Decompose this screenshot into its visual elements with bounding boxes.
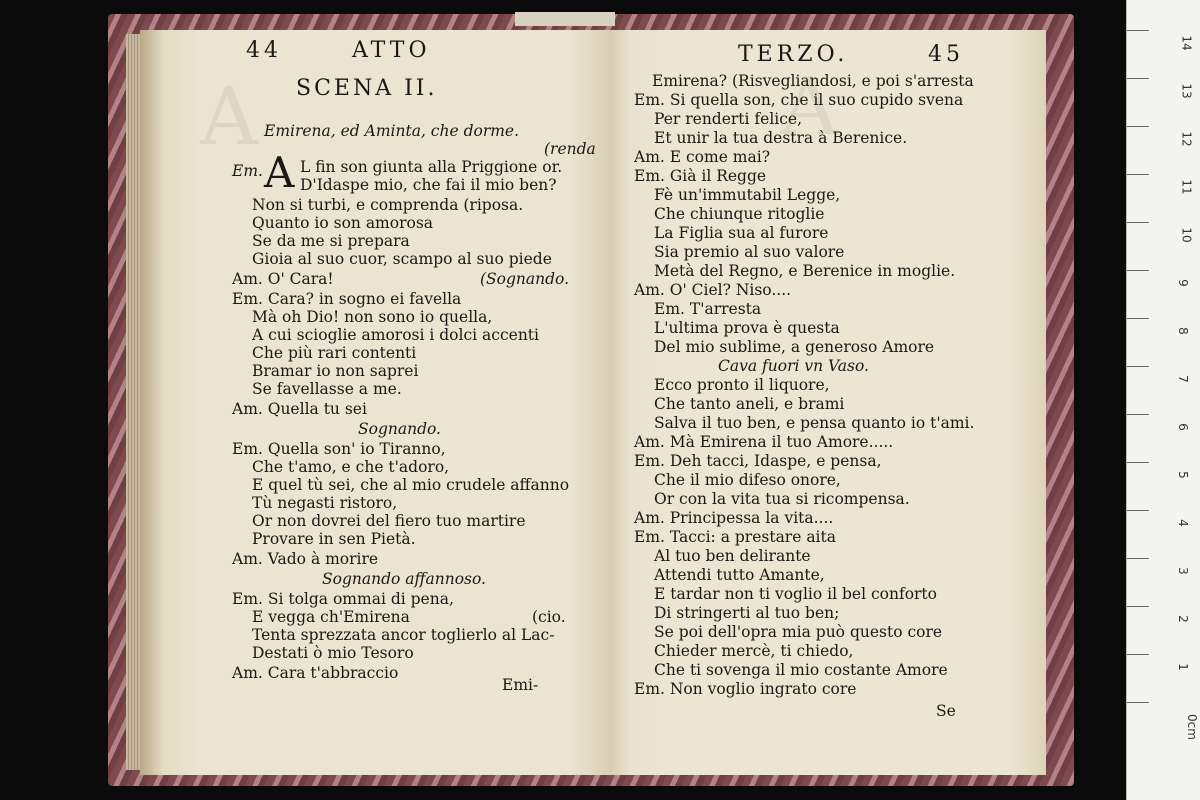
stage-direction: Cava fuori vn Vaso. [718, 357, 869, 375]
verse-line: Bramar io non saprei [252, 362, 419, 380]
scene-title: SCENA II. [296, 76, 438, 101]
verse-line: Gioia al suo cuor, scampo al suo piede [252, 250, 552, 268]
ruler-tick [1127, 462, 1149, 463]
ruler-label: 8 [1175, 327, 1190, 335]
verse-line: Chieder mercè, ti chiedo, [654, 642, 854, 660]
verse-line: Metà del Regno, e Berenice in moglie. [654, 262, 956, 280]
ruler-tick [1127, 702, 1149, 703]
verse-line: L fin son giunta alla Priggione or. [300, 158, 563, 176]
left-page [140, 30, 610, 775]
right-page [610, 30, 1046, 775]
ruler-label: 6 [1175, 423, 1190, 431]
verse-line: E vegga ch'Emirena [252, 608, 410, 626]
stage-direction: Sognando affannoso. [322, 570, 486, 588]
verse-line: (cio. [532, 608, 566, 626]
verse-line: Destati ò mio Tesoro [252, 644, 414, 662]
page-number-right: 45 [928, 42, 964, 67]
catchword: Se [936, 702, 956, 720]
stage-direction: Sognando. [358, 420, 441, 438]
verse-line: Del mio sublime, a generoso Amore [654, 338, 935, 356]
verse-line: L'ultima prova è questa [654, 319, 840, 337]
ruler-tick [1127, 318, 1149, 319]
ruler-tick [1127, 366, 1149, 367]
ruler-label: 3 [1175, 567, 1190, 575]
verse-line: Tenta sprezzata ancor toglierlo al Lac- [252, 626, 555, 644]
ruler-label: 5 [1175, 471, 1190, 479]
measurement-ruler [1126, 0, 1200, 800]
verse-line: Provare in sen Pietà. [252, 530, 416, 548]
ruler-label: 14 [1179, 35, 1194, 51]
running-head-right: TERZO. [738, 42, 849, 67]
verse-line: Am. O' Cara! [232, 270, 334, 288]
verse-line: D'Idaspe mio, che fai il mio ben? [300, 176, 557, 194]
verse-line: Em. Già il Regge [634, 167, 767, 185]
show-through-text: A [200, 70, 266, 163]
ruler-tick [1127, 126, 1149, 127]
verse-line: Or non dovrei del fiero tuo martire [252, 512, 526, 530]
ruler-label: 2 [1175, 615, 1190, 623]
ruler-tick [1127, 606, 1149, 607]
ruler-tick [1127, 414, 1149, 415]
verse-line: Che t'amo, e che t'adoro, [252, 458, 450, 476]
verse-line: Am. E come mai? [634, 148, 771, 166]
verse-line: Di stringerti al tuo ben; [654, 604, 840, 622]
ruler-tick [1127, 558, 1149, 559]
verse-line: Em. Non voglio ingrato core [634, 680, 857, 698]
verse-line: Em. Si quella son, che il suo cupido svena [634, 91, 964, 109]
verse-line: Or con la vita tua si ricompensa. [654, 490, 910, 508]
verse-line: Se favellasse a me. [252, 380, 402, 398]
verse-line: Quanto io son amorosa [252, 214, 434, 232]
verse-line: Emirena? (Risvegliandosi, e poi s'arresta [652, 72, 974, 90]
ruler-label: 12 [1179, 131, 1194, 147]
verse-line: Che tanto aneli, e brami [654, 395, 845, 413]
ruler-tick [1127, 222, 1149, 223]
verse-line: Tù negasti ristoro, [252, 494, 398, 512]
ruler-tick [1127, 30, 1149, 31]
verse-line: Am. Quella tu sei [232, 400, 367, 418]
ruler-label: 13 [1179, 83, 1194, 99]
ruler-tick [1127, 654, 1149, 655]
stage-heading: Emirena, ed Aminta, che dorme. [264, 122, 520, 140]
speaker-label: Em. [232, 162, 263, 180]
stage-direction: (Sognando. [480, 270, 570, 288]
verse-line: E tardar non ti voglio il bel conforto [654, 585, 937, 603]
ruler-label: 9 [1175, 279, 1190, 287]
verse-line: Em. Cara? in sogno ei favella [232, 290, 462, 308]
catchword: Emi- [502, 676, 539, 694]
verse-line: Fè un'immutabil Legge, [654, 186, 841, 204]
running-head-left: ATTO [352, 38, 431, 63]
verse-line: Am. Principessa la vita.... [634, 509, 834, 527]
verse-line: Che più rari contenti [252, 344, 417, 362]
ruler-label: 4 [1175, 519, 1190, 527]
ruler-tick [1127, 270, 1149, 271]
verse-line: La Figlia sua al furore [654, 224, 829, 242]
verse-line: Am. Vado à morire [232, 550, 379, 568]
verse-line: Che il mio difeso onore, [654, 471, 841, 489]
verse-line: Che ti sovenga il mio costante Amore [654, 661, 948, 679]
verse-line: Al tuo ben delirante [654, 547, 811, 565]
verse-line: Se poi dell'opra mia può questo core [654, 623, 943, 641]
verse-line: Em. T'arresta [654, 300, 762, 318]
verse-line: E quel tù sei, che al mio crudele affanno [252, 476, 570, 494]
ruler-tick [1127, 510, 1149, 511]
verse-line: Am. Mà Emirena il tuo Amore..... [634, 433, 894, 451]
spine-strip [515, 12, 615, 26]
page-number-left: 44 [246, 38, 282, 63]
verse-line: Em. Si tolga ommai di pena, [232, 590, 454, 608]
verse-line: Et unir la tua destra à Berenice. [654, 129, 908, 147]
verse-line: Ecco pronto il liquore, [654, 376, 830, 394]
verse-line: Em. Deh tacci, Idaspe, e pensa, [634, 452, 882, 470]
ruler-label: 0cm [1184, 714, 1199, 740]
ruler-tick [1127, 174, 1149, 175]
verse-line: A cui scioglie amorosi i dolci accenti [252, 326, 539, 344]
ruler-label: 10 [1179, 227, 1194, 243]
verse-line: Salva il tuo ben, e pensa quanto io t'ami. [654, 414, 975, 432]
show-through-text: A [780, 60, 846, 153]
ruler-label: 7 [1175, 375, 1190, 383]
verse-line: Sia premio al suo valore [654, 243, 845, 261]
ruler-tick [1127, 78, 1149, 79]
drop-cap: A [264, 148, 295, 197]
verse-line: Non si turbi, e comprenda (riposa. [252, 196, 524, 214]
verse-line: Che chiunque ritoglie [654, 205, 825, 223]
verse-line: Em. Tacci: a prestare aita [634, 528, 836, 546]
verse-line: Attendi tutto Amante, [654, 566, 825, 584]
verse-line: (renda [544, 140, 596, 158]
verse-line: Em. Quella son' io Tiranno, [232, 440, 446, 458]
verse-line: Per renderti felice, [654, 110, 803, 128]
ruler-label: 11 [1179, 179, 1194, 195]
verse-line: Se da me si prepara [252, 232, 410, 250]
verse-line: Mà oh Dio! non sono io quella, [252, 308, 493, 326]
verse-line: Am. O' Ciel? Niso.... [634, 281, 792, 299]
ruler-label: 1 [1175, 663, 1190, 671]
verse-line: Am. Cara t'abbraccio [232, 664, 399, 682]
